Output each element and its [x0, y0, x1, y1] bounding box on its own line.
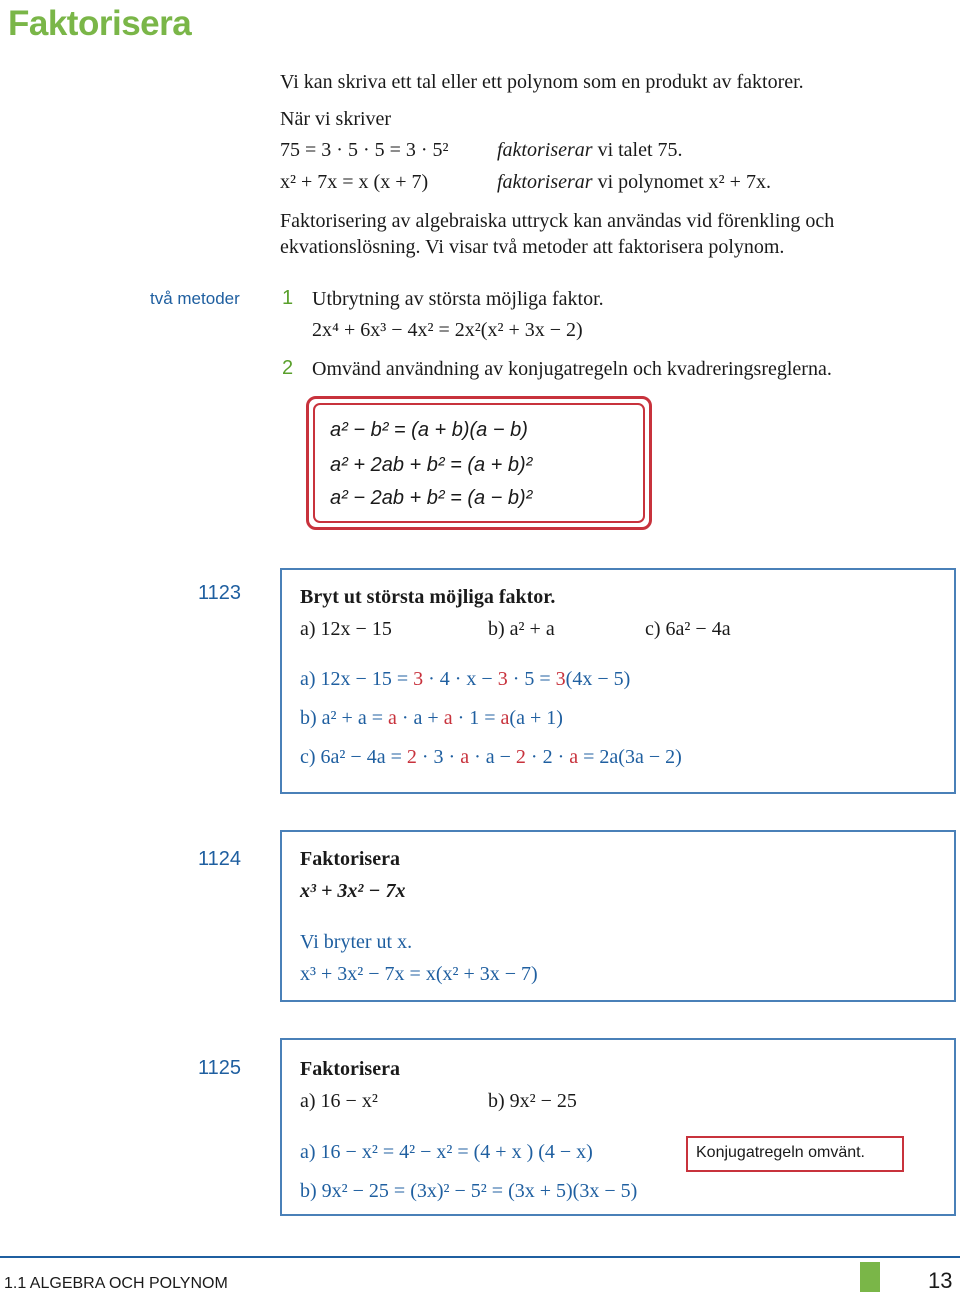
factor-highlight: 3 [413, 668, 424, 690]
solution-1123-a [300, 668, 630, 691]
conjugate-rule: a² − b² = (a + b)(a − b) [330, 419, 528, 441]
sol-part: · 5 = [507, 668, 556, 690]
exercise-number-1124: 1124 [198, 848, 242, 870]
term-faktoriserar: faktoriserar [497, 171, 593, 193]
factor-highlight: 3 [555, 668, 566, 690]
page-number: 13 [928, 1268, 953, 1293]
footer-section: 1.1 ALGEBRA OCH POLYNOM [4, 1275, 228, 1292]
sol-part: a) 12x − 15 = [300, 668, 414, 690]
term-faktoriserar: faktoriserar [497, 139, 593, 161]
conjugate-note: Konjugatregeln omvänt. [686, 1136, 904, 1172]
sol-part: · 2 · [525, 746, 570, 768]
comment-rest: vi polynomet x² + 7x. [592, 171, 771, 193]
exercise-1125-solution-a: a) 16 − x² = 4² − x² = (4 + x ) (4 − x) [300, 1141, 593, 1163]
exercise-1123-task: Bryt ut största möjliga faktor. [300, 586, 556, 608]
solution-1123-c [300, 746, 682, 769]
intro-line-5: Faktorisering av algebraiska uttryck kan användas vid förenkling och [280, 210, 835, 232]
sol-part: (4x − 5) [565, 668, 631, 690]
equation-75-comment [497, 138, 683, 162]
margin-label: två metoder [150, 289, 240, 308]
sol-part: · 3 · [416, 746, 461, 768]
sol-part: · 1 = [452, 707, 501, 729]
sol-part: · 4 · x − [423, 668, 498, 690]
factor-highlight: 2 [406, 746, 417, 768]
factor-highlight: a [387, 707, 397, 729]
intro-line-2: När vi skriver [280, 108, 392, 130]
square-rule-plus: a² + 2ab + b² = (a + b)² [330, 454, 533, 476]
footer-divider [0, 1256, 960, 1258]
method-1-number: 1 [282, 287, 294, 309]
factor-highlight: a [500, 707, 510, 729]
method-1-text: Utbrytning av största möjliga faktor. [312, 288, 604, 310]
sol-part: = 2a(3a − 2) [578, 746, 682, 768]
method-2-number: 2 [282, 357, 294, 379]
exercise-1125-a-task: a) 16 − x² [300, 1090, 378, 1112]
page-title: Faktorisera [8, 4, 192, 43]
sol-part: b) a² + a = [300, 707, 388, 729]
sol-part: c) 6a² − 4a = [300, 746, 407, 768]
exercise-1124-task: Faktorisera [300, 848, 400, 870]
exercise-1125-b-task: b) 9x² − 25 [488, 1090, 577, 1112]
exercise-1124-expression: x³ + 3x² − 7x [300, 880, 406, 902]
exercise-1124-hint: Vi bryter ut x. [300, 931, 413, 953]
method-2-text: Omvänd användning av konjugatregeln och kvadreringsreglerna. [312, 358, 832, 380]
exercise-1123-a-task: a) 12x − 15 [300, 618, 392, 640]
sol-part: · a − [469, 746, 516, 768]
footer-accent-bar [860, 1262, 880, 1292]
exercise-number-1123: 1123 [198, 582, 242, 604]
solution-1123-b [300, 707, 563, 730]
factor-highlight: a [569, 746, 579, 768]
factor-highlight: a [460, 746, 470, 768]
exercise-number-1125: 1125 [198, 1057, 242, 1079]
factor-highlight: 3 [497, 668, 508, 690]
exercise-1123-c-task: c) 6a² − 4a [645, 618, 731, 640]
exercise-1125-task: Faktorisera [300, 1058, 400, 1080]
intro-line-1: Vi kan skriva ett tal eller ett polynom som en produkt av faktorer. [280, 71, 804, 93]
intro-line-6: ekvationslösning. Vi visar två metoder att faktorisera polynom. [280, 236, 785, 258]
exercise-1124-solution: x³ + 3x² − 7x = x(x² + 3x − 7) [300, 963, 538, 985]
equation-polynom-comment [497, 170, 771, 194]
sol-part: · a + [396, 707, 444, 729]
sol-part: (a + 1) [509, 707, 563, 729]
comment-rest: vi talet 75. [592, 139, 683, 161]
method-1-equation: 2x⁴ + 6x³ − 4x² = 2x²(x² + 3x − 2) [312, 319, 583, 341]
square-rule-minus: a² − 2ab + b² = (a − b)² [330, 487, 533, 509]
equation-polynom: x² + 7x = x (x + 7) [280, 171, 429, 193]
exercise-1125-solution-b: b) 9x² − 25 = (3x)² − 5² = (3x + 5)(3x − 5) [300, 1180, 638, 1202]
factor-highlight: 2 [515, 746, 526, 768]
exercise-1123-b-task: b) a² + a [488, 618, 555, 640]
equation-75: 75 = 3 · 5 · 5 = 3 · 5² [280, 139, 449, 161]
factor-highlight: a [443, 707, 453, 729]
